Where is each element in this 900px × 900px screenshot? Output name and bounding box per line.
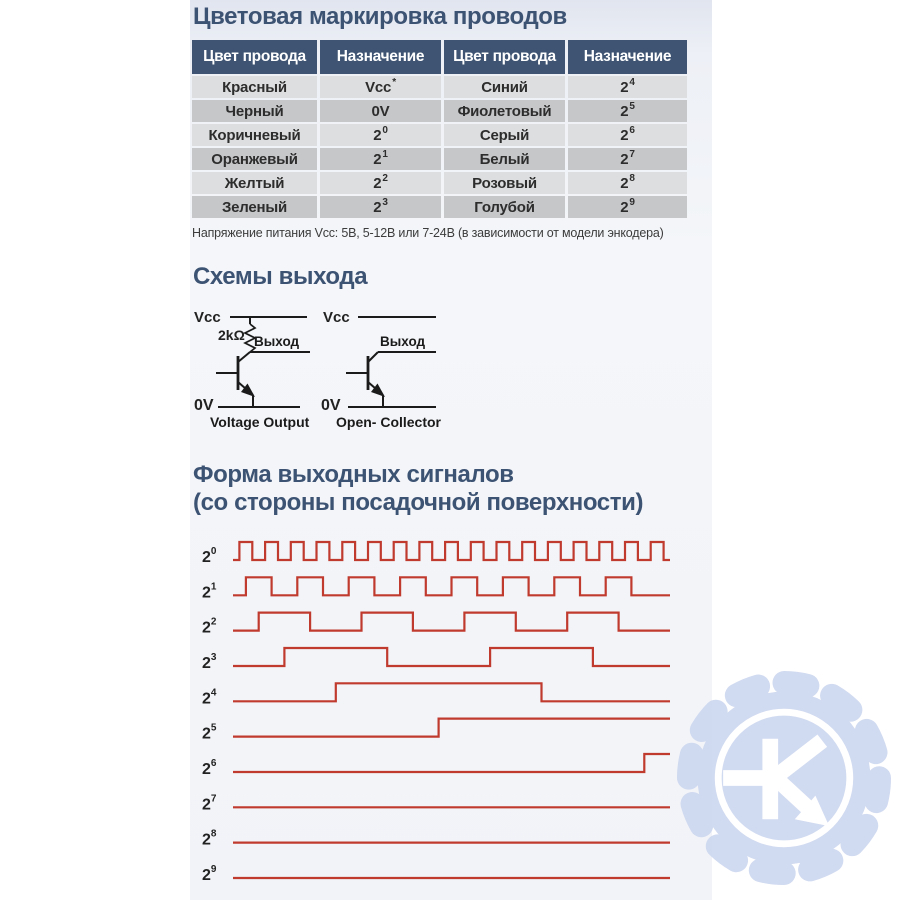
table-cell: 0V bbox=[320, 100, 441, 122]
table-cell: 2 $^7$ bbox=[568, 148, 687, 170]
table-cell: 2 $^4$ bbox=[568, 76, 687, 98]
table-cell: 2 $^3$ bbox=[320, 196, 441, 218]
output-circuits-diagram bbox=[192, 299, 452, 441]
waveform-trace bbox=[233, 577, 670, 595]
table-cell: 2 $^2$ bbox=[320, 172, 441, 194]
waveform-trace bbox=[233, 648, 670, 666]
table-cell: 2 $^6$ bbox=[568, 124, 687, 146]
open-collector-circuit bbox=[346, 317, 436, 407]
table-cell: Красный bbox=[192, 76, 317, 98]
waveform-label: $2^4$ bbox=[202, 687, 217, 708]
waveform-label: $2^3$ bbox=[202, 652, 217, 672]
section-title-wire-colors: Цветовая маркировка проводов bbox=[193, 3, 567, 30]
vcc-label: Vcc bbox=[194, 309, 221, 326]
table-cell: Фиолетовый bbox=[444, 100, 565, 122]
table-cell: Vcc * bbox=[320, 76, 441, 98]
collector-lead bbox=[368, 352, 378, 362]
resistor-value-label: 2kΩ bbox=[218, 327, 245, 343]
circuit-caption: Voltage Output bbox=[210, 414, 310, 430]
table-cell: 2 $^1$ bbox=[320, 148, 441, 170]
table-cell: 2 $^0$ bbox=[320, 124, 441, 146]
waveform-label: $2^9$ bbox=[202, 864, 217, 884]
waveform-label: $2^5$ bbox=[202, 722, 217, 743]
table-cell: Серый bbox=[444, 124, 565, 146]
supply-voltage-note: Напряжение питания Vcc: 5В, 5-12В или 7-24В (в зависимости от модели энкодера) bbox=[192, 226, 664, 240]
table-cell: 2 $^8$ bbox=[568, 172, 687, 194]
table-cell: 2 $^9$ bbox=[568, 196, 687, 218]
section-title-waveforms-line2: (со стороны посадочной поверхности) bbox=[193, 489, 644, 516]
table-cell: Белый bbox=[444, 148, 565, 170]
table-cell: Коричневый bbox=[192, 124, 317, 146]
section-title-output-circuits: Схемы выхода bbox=[193, 263, 368, 290]
table-header-cell: Назначение bbox=[568, 40, 687, 74]
table-cell: Зеленый bbox=[192, 196, 317, 218]
waveform-label: $2^0$ bbox=[202, 546, 217, 566]
watermark-gear-logo bbox=[676, 670, 892, 886]
waveform-trace bbox=[233, 683, 670, 701]
table-header-cell: Цвет провода bbox=[444, 40, 565, 74]
gnd-label: 0V bbox=[321, 397, 341, 414]
waveform-label: $2^6$ bbox=[202, 758, 217, 778]
table-cell: Оранжевый bbox=[192, 148, 317, 170]
section-title-waveforms-line1: Форма выходных сигналов bbox=[193, 461, 514, 488]
table-cell: Розовый bbox=[444, 172, 565, 194]
gnd-label: 0V bbox=[194, 397, 214, 414]
output-label: Выход bbox=[380, 334, 426, 349]
table-cell: Синий bbox=[444, 76, 565, 98]
collector-lead bbox=[238, 352, 250, 362]
circuit-caption: Open- Collector bbox=[336, 414, 442, 430]
output-signal-waveforms bbox=[192, 528, 692, 896]
waveform-label: $2^1$ bbox=[202, 581, 217, 602]
waveform-trace bbox=[233, 542, 670, 560]
table-header-cell: Цвет провода bbox=[192, 40, 317, 74]
waveform-label: $2^2$ bbox=[202, 616, 217, 637]
waveform-trace bbox=[233, 754, 670, 772]
vcc-label: Vcc bbox=[323, 309, 350, 326]
output-label: Выход bbox=[254, 334, 300, 349]
waveform-label: $2^7$ bbox=[202, 793, 217, 814]
wire-color-table bbox=[192, 40, 684, 218]
table-cell: 2 $^5$ bbox=[568, 100, 687, 122]
table-cell: Голубой bbox=[444, 196, 565, 218]
table-header-cell: Назначение bbox=[320, 40, 441, 74]
waveform-trace bbox=[233, 613, 670, 631]
waveform-label: $2^8$ bbox=[202, 828, 217, 849]
waveform-trace bbox=[233, 719, 670, 737]
table-cell: Черный bbox=[192, 100, 317, 122]
table-cell: Желтый bbox=[192, 172, 317, 194]
